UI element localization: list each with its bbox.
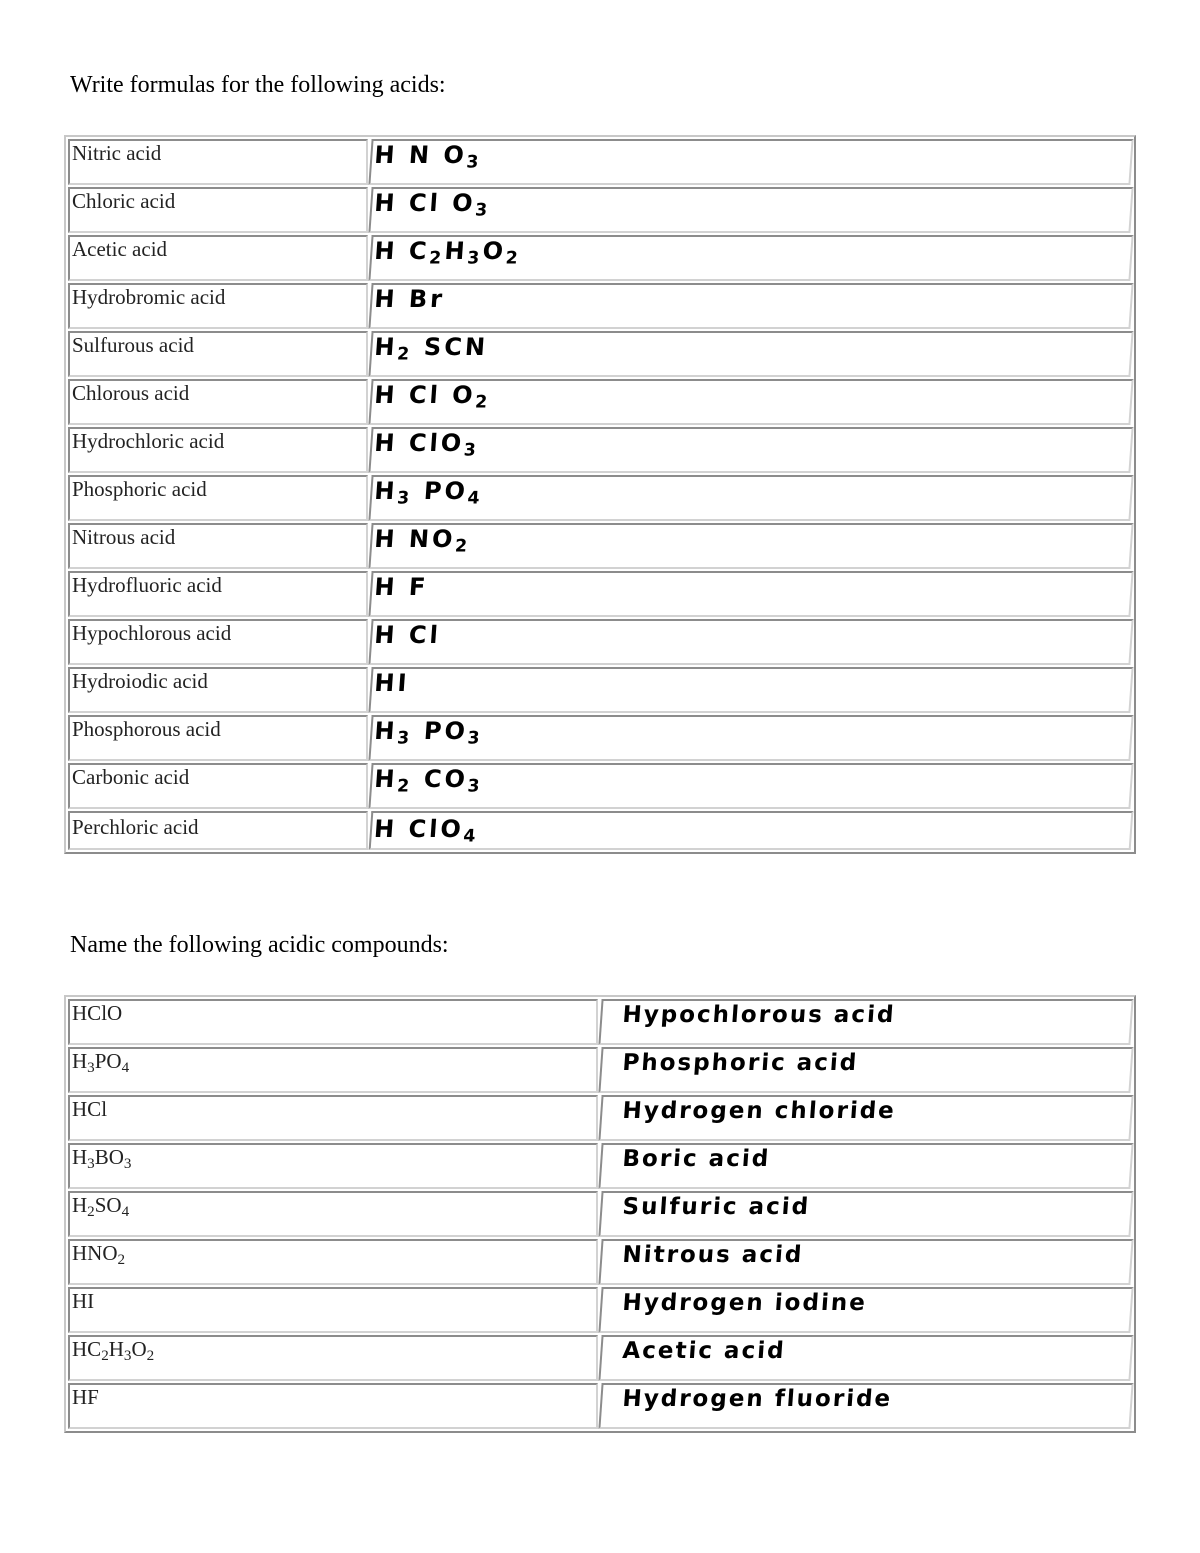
handwritten-name-cell: Boric acid [598,1143,1133,1189]
table-row [68,811,1132,850]
compound-formula-cell: $H_2SO_4$ [68,1191,598,1237]
acid-name-cell: Nitric acid [68,139,368,185]
handwritten-formula-cell: H ClO$_3$ [368,427,1133,473]
acid-name-cell: Acetic acid [68,235,368,281]
table-row [68,715,1132,761]
handwritten-formula-cell: H F [368,571,1133,617]
acid-name-cell: Perchloric acid [68,811,368,850]
table-row [68,763,1132,809]
handwritten-name-cell: Hydrogen iodine [598,1287,1133,1333]
acid-name-cell: Phosphoric acid [68,475,368,521]
compound-formula-cell: HCl [68,1095,598,1141]
compound-formula-cell: HF [68,1383,598,1429]
table-row [68,235,1132,281]
acid-name-cell: Nitrous acid [68,523,368,569]
handwritten-formula-cell: H Cl $O_2$ [368,379,1133,425]
table-row [68,283,1132,329]
acid-formula-table [64,135,1136,854]
handwritten-formula-cell: H $C_2H_3O_2$ [368,235,1133,281]
table-row [68,999,1132,1045]
handwritten-name-cell: Phosphoric acid [598,1047,1133,1093]
acid-name-cell: Carbonic acid [68,763,368,809]
handwritten-name-cell: Sulfuric acid [598,1191,1133,1237]
table-row [68,571,1132,617]
acid-name-cell: Hypochlorous acid [68,619,368,665]
handwritten-formula-cell: $H_2$ SCN [368,331,1133,377]
table-row [68,1095,1132,1141]
handwritten-name-cell: Hydrogen chloride [598,1095,1133,1141]
handwritten-formula-cell: $H_2$ $CO_3$ [368,763,1133,809]
table-row [68,1335,1132,1381]
table-row [68,187,1132,233]
acid-name-cell: Chlorous acid [68,379,368,425]
handwritten-formula-cell: H Cl $O_3$ [368,187,1133,233]
section2-heading: Name the following acidic compounds: [70,932,449,958]
table-row [68,139,1132,185]
acid-name-cell: Hydrochloric acid [68,427,368,473]
handwritten-name-cell: Hydrogen fluoride [598,1383,1133,1429]
acid-name-cell: Phosphorous acid [68,715,368,761]
compound-formula-cell: $H_3PO_4$ [68,1047,598,1093]
compound-formula-cell: $HC_2H_3O_2$ [68,1335,598,1381]
table-row [68,667,1132,713]
compound-formula-cell: HClO [68,999,598,1045]
handwritten-formula-cell: HI [368,667,1133,713]
section1-heading: Write formulas for the following acids: [70,72,446,98]
compound-formula-cell: HI [68,1287,598,1333]
table-row [68,1287,1132,1333]
compound-formula-cell: $H_3BO_3$ [68,1143,598,1189]
acid-name-table [64,995,1136,1433]
table-row [68,475,1132,521]
handwritten-formula-cell: H ClO$_4$ [369,811,1134,850]
handwritten-formula-cell: $H_3$ $PO_3$ [368,715,1133,761]
table-row [68,1047,1132,1093]
handwritten-formula-cell: H Br [368,283,1133,329]
handwritten-formula-cell: H $NO_2$ [368,523,1133,569]
acid-name-cell: Sulfurous acid [68,331,368,377]
handwritten-name-cell: Hypochlorous acid [598,999,1133,1045]
table-row [68,1383,1132,1429]
compound-formula-cell: $HNO_2$ [68,1239,598,1285]
acid-name-cell: Hydrofluoric acid [68,571,368,617]
table-row [68,331,1132,377]
table-row [68,427,1132,473]
table-row [68,1191,1132,1237]
handwritten-name-cell: Acetic acid [598,1335,1133,1381]
handwritten-formula-cell: $H_3$ $PO_4$ [368,475,1133,521]
table-row [68,1143,1132,1189]
acid-name-cell: Hydroiodic acid [68,667,368,713]
handwritten-formula-cell: H Cl [368,619,1133,665]
table-row [68,523,1132,569]
table-row [68,379,1132,425]
table-row [68,1239,1132,1285]
handwritten-name-cell: Nitrous acid [598,1239,1133,1285]
acid-name-cell: Hydrobromic acid [68,283,368,329]
table-row [68,619,1132,665]
handwritten-formula-cell: H N $O_3$ [368,139,1133,185]
acid-name-cell: Chloric acid [68,187,368,233]
